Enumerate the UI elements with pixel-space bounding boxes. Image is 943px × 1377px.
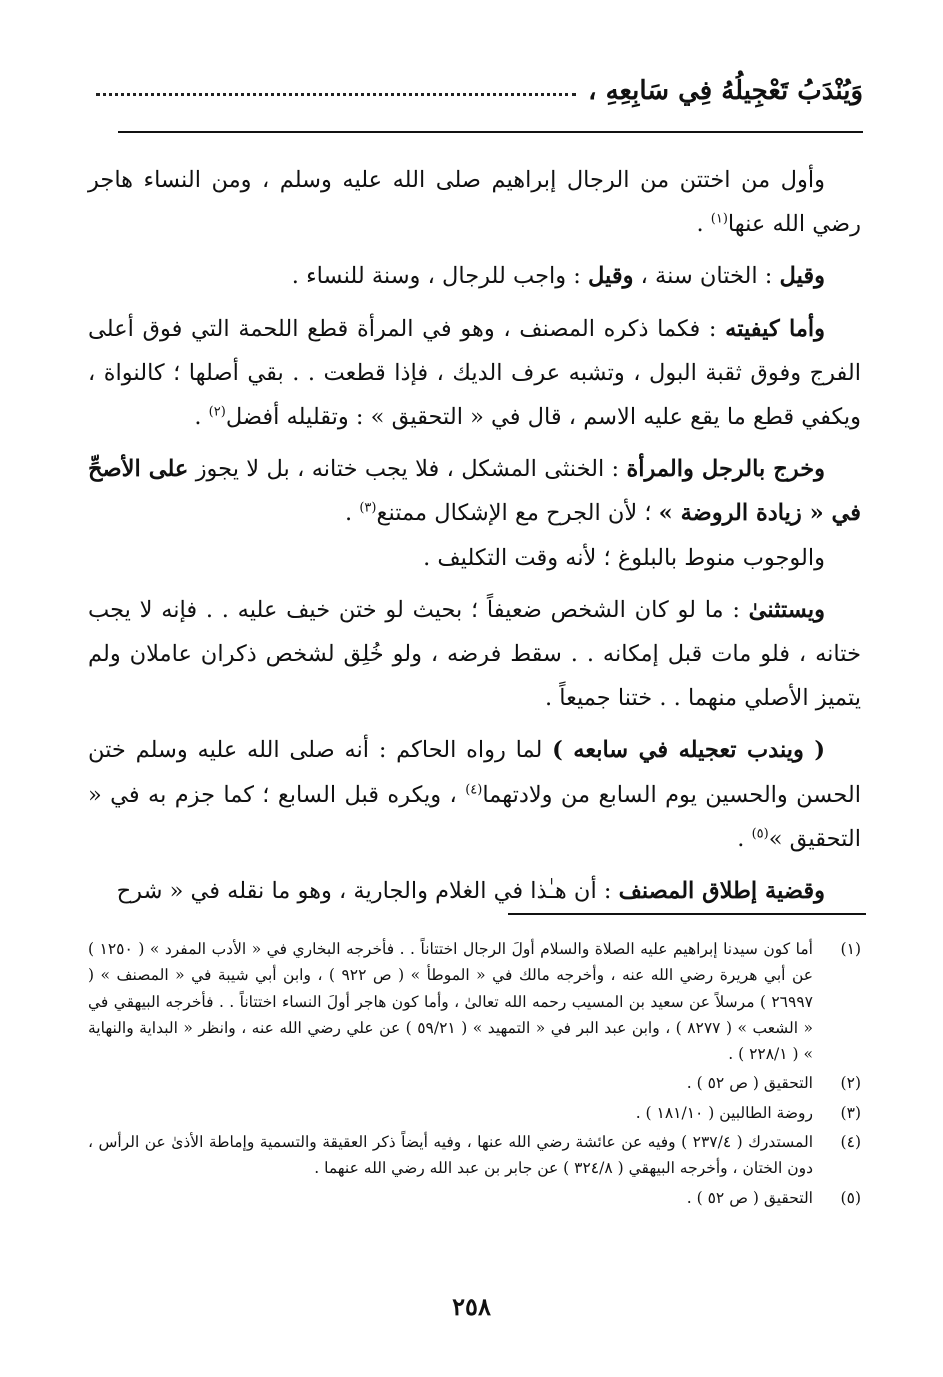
footnote-number: (٥) [840, 1188, 861, 1207]
paragraph-seventh-day: ( ويندب تعجيله في سابعه ) لما رواه الحاكم : أنه صلى الله عليه وسلم ختن الحسن والحسين يوم السابع من ولادتهما$^{(٤)}$ ، ويكره قبل السابع ؛ كما جزم به في « التحقيق »$^{(٥)}$ . [88, 737, 861, 852]
footnote-ref-2[interactable]: (٢) [208, 404, 226, 420]
lead-term: وقضية إطلاق المصنف [618, 878, 825, 905]
lead-term: وخرج بالرجل والمرأة [626, 456, 825, 483]
running-title: وَيُنْدَبُ تَعْجِيلُهُ فِي سَابِعِهِ ، [588, 76, 863, 106]
footnote-text: التحقيق ( ص ٥٢ ) . [686, 1074, 813, 1093]
lead-term: ( ويندب تعجيله في سابعه ) [552, 737, 825, 764]
footnote-ref-1[interactable]: (١) [710, 211, 728, 227]
header-rule [118, 131, 863, 133]
footnote-text: التحقيق ( ص ٥٢ ) . [686, 1188, 813, 1207]
running-header [96, 66, 863, 106]
footnote-3 [88, 1100, 861, 1126]
footnote-separator [508, 913, 866, 915]
footnote-text: روضة الطالبين ( ١٨١/١٠ ) . [635, 1103, 813, 1122]
footnote-number: (٢) [840, 1074, 861, 1093]
lead-term: ويستثنىٰ [748, 596, 825, 623]
footnote-text: المستدرك ( ٢٣٧/٤ ) وفيه عن عائشة رضي الله عنها ، وفيه أيضاً ذكر العقيقة والتسمية وإماطة الأذىٰ عن الرأس ، دون الختان ، وأخرجه البيهقي ( ٣٢٤/٨ ) عن جابر بن عبد الله رضي الله عنهما . [88, 1133, 814, 1178]
footnote-ref-5[interactable]: (٥) [751, 826, 769, 842]
paragraph-ruling: وقيل : الختان سنة ، وقيل : واجب للرجال ، وسنة للنساء . [291, 263, 825, 290]
footnote-ref-3[interactable]: (٣) [359, 500, 377, 516]
footnote-ref-4[interactable]: (٤) [465, 782, 483, 798]
footnote-4 [88, 1129, 861, 1182]
paragraph-exception: ويستثنىٰ : ما لو كان الشخص ضعيفاً ؛ بحيث لو ختن خيف عليه . . فإنه لا يجب ختانه ، فلو مات قبل إمكانه . . سقط فرضه ، ولو خُلِق لشخص ذكران عاملان ولم يتميز الأصلي منهما . . ختنا جميعاً . [88, 596, 861, 712]
paragraph-author-scope: وقضية إطلاق المصنف : أن هـٰذا في الغلام والجارية ، وهو ما نقله في « شرح [116, 878, 825, 905]
paragraph-method: وأما كيفيته : فكما ذكره المصنف ، وهو في المرأة قطع اللحمة التي فوق أعلى الفرج وفوق ثقبة البول ، وتشبه عرف الديك ، فإذا قطعت . . بقي أصلها ؛ كالنواة ، ويكفي قطع ما يقع عليه الاسم ، قال في « التحقيق » : وتقليله أفضل$^{(٢)}$ . [88, 315, 861, 431]
page-number: ٢٥٨ [452, 1292, 491, 1321]
footnote-number: (٤) [840, 1133, 861, 1152]
footnote-text: أما كون سيدنا إبراهيم عليه الصلاة والسلام أولَ الرجال اختتاناً . . فأخرجه البخاري في « الأدب المفرد » ( ١٢٥٠ ) عن أبي هريرة رضي الله عنه ، وأخرجه مالك في « الموطأ » ( ص ٩٢٢ ) ، وابن أبي شيبة في « المصنف » ( ٢٦٩٩٧ ) مرسلاً عن سعيد بن المسيب رحمه الله تعالىٰ ، وأما كون هاجر أولَ النساء اختتاناً . . فأخرجه البيهقي في « الشعب » ( ٨٢٧٧ ) ، وابن عبد البر في « التمهيد » ( ٥٩/٢١ ) عن علي رضي الله عنه ، وانظر « البداية والنهاية » ( ٢٢٨/١ ) . [88, 940, 813, 1064]
paragraph-obligation: والوجوب منوط بالبلوغ ؛ لأنه وقت التكليف . [423, 544, 825, 571]
lead-term: وقيل [779, 263, 825, 290]
footnote-2 [88, 1070, 861, 1096]
footnote-5 [88, 1185, 861, 1211]
lead-term: وأما كيفيته [725, 315, 826, 342]
footnote-number: (١) [840, 940, 861, 958]
dotted-leader [96, 93, 576, 96]
paragraph-first-circumcised: وأول من اختتن من الرجال إبراهيم صلى الله عليه وسلم ، ومن النساء هاجر رضي الله عنها$^{(١)}$ . [88, 167, 861, 238]
paragraph-hermaphrodite: وخرج بالرجل والمرأة : الخنثى المشكل ، فلا يجب ختانه ، بل لا يجوز على الأصحِّ في « زيادة الروضة » ؛ لأن الجرح مع الإشكال ممتنع$^{(٣)}$ . [88, 456, 861, 527]
footnote-1 [88, 936, 861, 1067]
main-text [88, 158, 861, 913]
footnote-number: (٣) [840, 1103, 861, 1122]
footnotes [88, 936, 861, 1211]
